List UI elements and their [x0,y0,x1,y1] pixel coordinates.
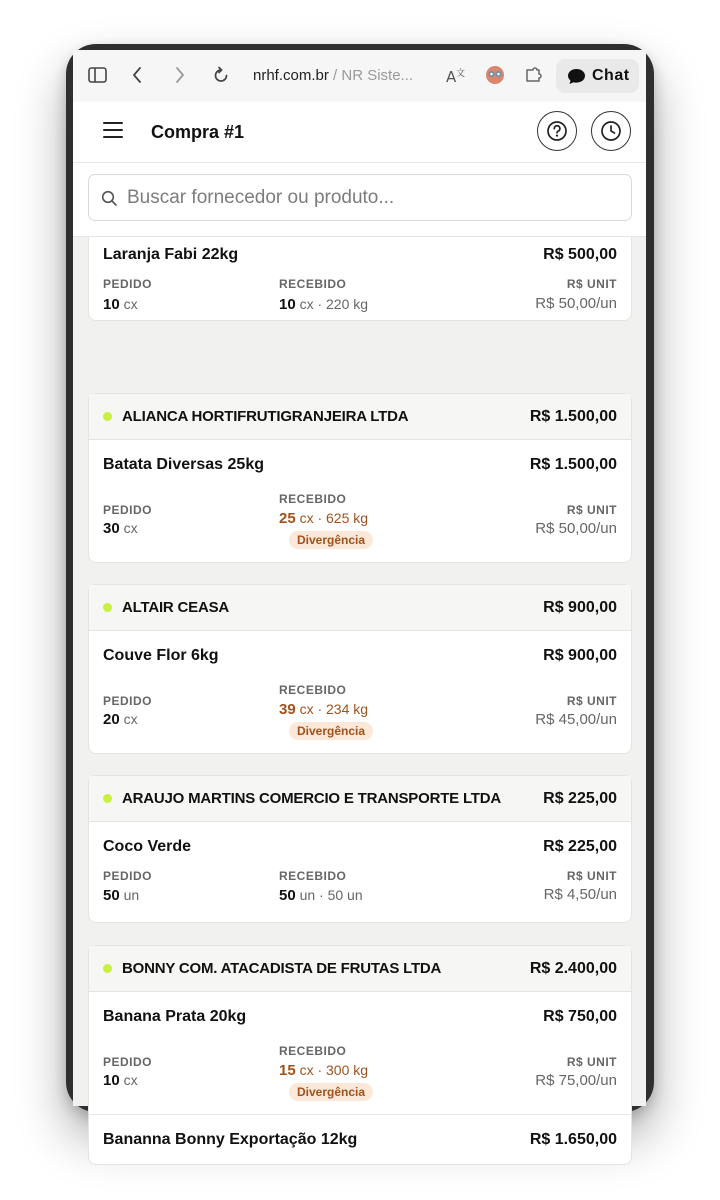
product-name: Couve Flor 6kg [103,647,219,664]
ordered-label: PEDIDO [103,503,153,517]
unit-price-value: R$ 50,00/un [535,520,617,537]
forward-icon[interactable] [174,66,186,89]
svg-text:文: 文 [456,69,466,79]
divergence-badge: Divergência [289,722,373,740]
chat-button-label: Chat [592,67,630,84]
sidebar-icon[interactable] [88,66,108,89]
status-dot [103,603,112,612]
product-name: Laranja Fabi 22kg [103,246,239,263]
url-domain: nrhf.com.br [253,67,329,84]
help-button[interactable] [537,111,577,151]
translate-icon[interactable] [446,67,466,90]
chat-button[interactable] [556,59,639,93]
app-header [73,102,646,163]
supplier-header[interactable] [89,394,631,440]
supplier-total: R$ 1.500,00 [529,408,617,425]
supplier-name: BONNY COM. ATACADISTA DE FRUTAS LTDA [122,960,442,977]
reload-icon[interactable] [212,66,230,89]
received-label: RECEBIDO [279,277,347,291]
ordered-value: 20 cx [103,711,138,728]
product-total: R$ 225,00 [543,838,617,855]
supplier-header[interactable] [89,776,631,822]
extensions-icon[interactable] [524,66,542,89]
url-page-title: / NR Siste... [328,67,414,84]
supplier-header[interactable] [89,585,631,631]
unit-price-label: R$ UNIT [566,1055,617,1069]
supplier-card [88,393,632,563]
unit-price-label: R$ UNIT [566,277,617,291]
supplier-total: R$ 2.400,00 [529,960,617,977]
back-icon[interactable] [131,66,143,89]
supplier-total: R$ 225,00 [543,790,617,807]
search-input[interactable] [127,175,607,220]
product-total: R$ 500,00 [543,246,617,263]
unit-price-label: R$ UNIT [566,503,617,517]
status-dot [103,964,112,973]
history-button[interactable] [591,111,631,151]
svg-text:A: A [446,68,457,86]
product-name: Banana Prata 20kg [103,1008,247,1025]
product-total: R$ 1.500,00 [529,456,617,473]
product-total: R$ 900,00 [543,647,617,664]
ordered-label: PEDIDO [103,277,153,291]
supplier-name: ALIANCA HORTIFRUTIGRANJEIRA LTDA [122,408,409,425]
search-bar [73,163,646,237]
received-value: 39 cx · 234 kg [279,701,369,718]
search-icon [101,190,118,212]
purchase-list [73,236,646,1148]
divergence-badge: Divergência [289,1083,373,1101]
received-label: RECEBIDO [279,869,347,883]
ordered-label: PEDIDO [103,694,153,708]
unit-price-value: R$ 4,50/un [543,886,617,903]
received-label: RECEBIDO [279,683,347,697]
address-bar[interactable] [253,67,413,84]
clock-icon [600,120,622,147]
ordered-label: PEDIDO [103,1055,153,1069]
supplier-total: R$ 900,00 [543,599,617,616]
chat-bubble-icon [567,68,586,90]
received-value: 25 cx · 625 kg [279,510,369,527]
product-total: R$ 1.650,00 [529,1131,617,1148]
status-dot [103,412,112,421]
help-icon [546,120,568,147]
supplier-card [88,775,632,923]
supplier-name: ALTAIR CEASA [122,599,230,616]
ordered-value: 10 cx [103,296,138,313]
ordered-label: PEDIDO [103,869,153,883]
supplier-header[interactable] [89,946,631,992]
unit-price-label: R$ UNIT [566,694,617,708]
product-total: R$ 750,00 [543,1008,617,1025]
supplier-card [88,945,632,1165]
search-box [88,174,632,221]
supplier-name: ARAUJO MARTINS COMERCIO E TRANSPORTE LTDA [122,790,502,807]
product-name: Bananna Bonny Exportação 12kg [103,1131,358,1148]
received-label: RECEBIDO [279,1044,347,1058]
status-dot [103,794,112,803]
unit-price-label: R$ UNIT [566,869,617,883]
product-name: Coco Verde [103,838,192,855]
divergence-badge: Divergência [289,531,373,549]
supplier-card [88,584,632,754]
page-title: Compra #1 [151,122,245,142]
received-value: 50 un · 50 un [279,887,363,904]
received-value: 15 cx · 300 kg [279,1062,369,1079]
received-label: RECEBIDO [279,492,347,506]
row-divider [89,1114,631,1115]
received-value: 10 cx · 220 kg [279,296,369,313]
browser-toolbar [73,50,646,103]
menu-icon[interactable] [103,122,123,138]
ordered-value: 50 un [103,887,140,904]
unit-price-value: R$ 75,00/un [535,1072,617,1089]
ordered-value: 10 cx [103,1072,138,1089]
extension-avatar-icon[interactable] [485,65,505,90]
unit-price-value: R$ 50,00/un [535,295,617,312]
screen [73,50,646,1148]
ordered-value: 30 cx [103,520,138,537]
unit-price-value: R$ 45,00/un [535,711,617,728]
product-name: Batata Diversas 25kg [103,456,264,473]
